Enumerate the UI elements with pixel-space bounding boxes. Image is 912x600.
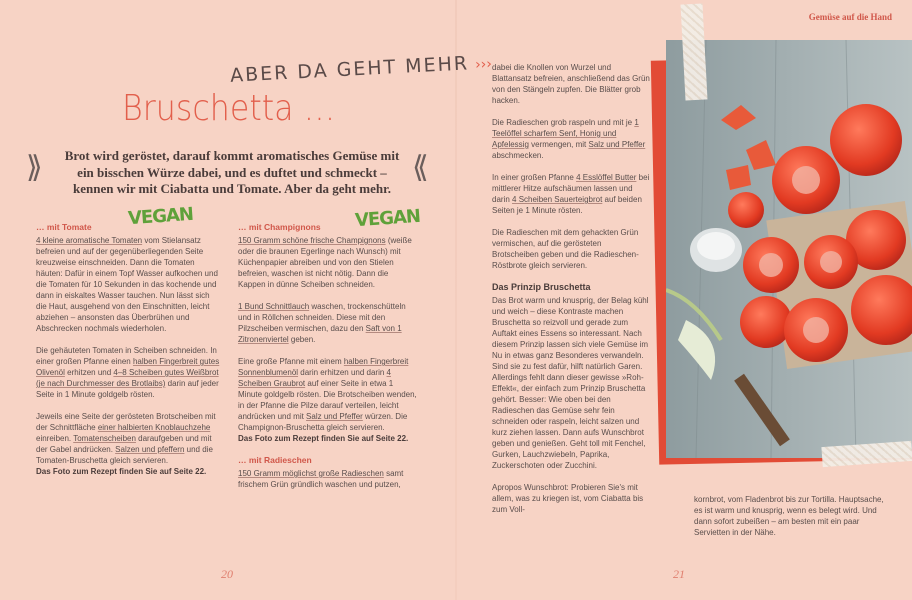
right-chevron-ornament: ⟪ [412,150,429,185]
heading-radieschen: … mit Radieschen [238,455,312,465]
text: Jeweils eine Seite der gerösteten Brotscheiben mit der Schnittfläche [36,412,216,432]
paragraph [238,468,418,490]
page-number-left: 20 [221,567,233,581]
text: einreiben. [36,434,74,443]
vegan-badge-2: VEGAN [354,205,421,232]
ingredient: halben Fingerbreit Sonnenblumenöl [238,357,409,377]
ingredient: 4 Scheiben Graubrot [238,368,391,388]
text: abschmecken. [492,151,544,160]
ingredient: 4 Scheiben Sauerteigbrot [512,195,603,204]
paragraph [492,172,650,216]
tape-strip-top [681,3,708,100]
text: Die gehäuteten Tomaten in Scheiben schneiden. In einer großen Pfanne einen [36,346,217,366]
text: geben. [288,335,316,344]
kicker-text: ABER DA GEHT MEHR [229,52,470,87]
paragraph: dabei die Knollen von Wurzel und Blattansatz befreien, anschließend das Grün von den Stängeln zupfen. Die Blätter grob hacken. [492,63,650,105]
text: darin auf jeder Seite in 1 Minute goldgelb rösten. [36,379,219,399]
text: Eine große Pfanne mit einem [238,357,344,366]
column-champignons [238,222,418,501]
text: daraufgeben und mit der Gabel andrücken. [36,434,212,454]
paragraph [238,235,418,290]
paragraph: Apropos Wunschbrot: Probieren Sie's mit allem, was zu kriegen ist, vom Ciabatta bis zum Voll- [492,483,644,514]
ingredient: einer halbierten Knoblauchzehe [97,423,211,432]
page-fold [455,0,457,600]
tomato-photo [666,40,912,458]
ingredient: halben Fingerbreit gutes Olivenöl [36,357,220,377]
kicker [230,51,493,87]
heading-tomate: … mit Tomate [36,222,92,232]
page-title: Bruschetta … [122,88,336,129]
vegan-badge-1: VEGAN [127,203,194,230]
paragraph: kornbrot, vom Fladenbrot bis zur Tortilla. Hauptsache, es ist warm und knusprig, wenn es belegt wird. Und dann sofort zubeißen – am besten mit ein paar Servietten in der Nähe. [694,495,884,537]
paragraph [36,235,221,334]
running-head: Gemüse auf die Hand [808,12,892,22]
column-right-2 [694,494,884,549]
heading-champignons: … mit Champignons [238,222,321,232]
paragraph [36,345,221,400]
text: vom Stielansatz befreien und auf der gegenüberliegenden Seite kreuzweise einschneiden. Dann die Tomaten häuten: Dafür in einem Topf Wasser aufkochen und die Tomaten für 10 Sekunden in das kochende und dann in eiskaltes Wasser tauchen. Nun lässt sich die Haut, ausgehend von den Einschnitten, leicht abziehen – ansonsten das Überbrühen und Abschrecken nochmals wiederholen. [36,236,218,333]
page-number-right: 21 [673,567,685,581]
ingredient: 1 Teelöffel scharfem Senf, Honig und Apfelessig [492,118,639,149]
text: darin erhitzen und darin [298,368,387,377]
ingredient: 4 Esslöffel Butter [576,173,637,182]
text: In einer großen Pfanne [492,173,577,182]
ingredient: Tomatenscheiben [73,434,136,443]
tomato-illustration [666,40,912,458]
paragraph [492,117,650,161]
ingredient: Salz und Pfeffer [588,140,646,149]
text: würzen. Die Champignon-Bruschetta gleich servieren. [238,412,408,432]
kicker-arrows: ››› [474,56,493,74]
text: Die Radieschen grob raspeln und mit je [492,118,635,127]
photo-note: Das Foto zum Rezept finden Sie auf Seite 22. [238,434,409,443]
left-chevron-ornament: ⟫ [26,150,43,185]
ingredient: Salz und Pfeffer [306,412,363,421]
paragraph [238,301,418,345]
ingredient: 1 Bund Schnittlauch [238,302,310,311]
text: auf einer Seite in etwa 1 Minute goldgelb rösten. Die Brotscheiben wenden, in der Pfanne die Pilze darauf verteilen, leicht andrücken und mit [238,379,417,421]
paragraph: Das Brot warm und knusprig, der Belag kühl und weich – diese Kontraste machen Bruschetta so reizvoll und gerade zum Auftakt eines Essens so interessant. Nach diesem Prinzip lassen sich viele Gemüse im Nu in etwas ganz Besonderes verwandeln. Sind sie zu fest dafür, hilft natürlich Garen. Allerdings fehlt dann dieser gewisse »Roh-Effekt«, der einfach zum Prinzip Bruschetta gehört. Besser: Wie oben bei den Radieschen das Gemüse sehr fein schneiden oder raspeln, leicht salzen und kurz ziehen lassen. Dann aufs Wunschbrot geben und genießen. Geht toll mit Fenchel, Gurken, Lauchzwiebeln, Paprika, Zuckerschoten oder Zucchini. [492,296,649,470]
text: (weiße oder die braunen Egerlinge nach Wunsch) mit Küchenpapier abreiben und von den Stielen befreien, waschen ist nicht nötig. Dann die Kappen in dünne Scheiben schneiden. [238,236,412,289]
text: bei mittlerer Hitze aufschäumen lassen und darin [492,173,650,204]
ingredient: Salzen und pfeffern [115,445,185,454]
text: samt frischem Grün gründlich waschen und putzen, [238,469,404,489]
ingredient: 4–8 Scheiben gutes Weißbrot (je nach Durchmesser des Brotlaibs) [36,368,219,388]
text: waschen, trockenschütteln und in Röllchen schneiden. Diese mit den Pilzscheiben vermischen, dazu den [238,302,406,333]
column-tomate [36,222,221,488]
text: auf beiden Seiten je 1 Minute rösten. [492,195,642,215]
ingredient: Saft von 1 Zitronenviertel [238,324,402,344]
paragraph [238,356,418,444]
text: vermengen, mit [528,140,589,149]
paragraph: Die Radieschen mit dem gehackten Grün vermischen, auf die gerösteten Brotscheiben geben und die Radieschen-Röstbrote gleich servieren. [492,228,639,270]
ingredient: 150 Gramm schöne frische Champignons [238,236,386,245]
text: und die Tomaten-Bruschetta gleich servieren. [36,445,213,465]
paragraph [36,411,221,477]
ingredient: 4 kleine aromatische Tomaten [36,236,143,245]
heading-prinzip: Das Prinzip Bruschetta [492,282,591,292]
ingredient: 150 Gramm möglichst große Radieschen [238,469,384,478]
photo-note: Das Foto zum Rezept finden Sie auf Seite 22. [36,467,207,476]
column-right-1 [492,62,650,526]
lead-paragraph: Brot wird geröstet, darauf kommt aromatisches Gemüse mit ein bisschen Würze dabei, und es duftet und schmeckt – kennen wir mit Ciabatta und Tomate. Aber da geht mehr. [64,148,400,196]
text: erhitzen und [64,368,114,377]
